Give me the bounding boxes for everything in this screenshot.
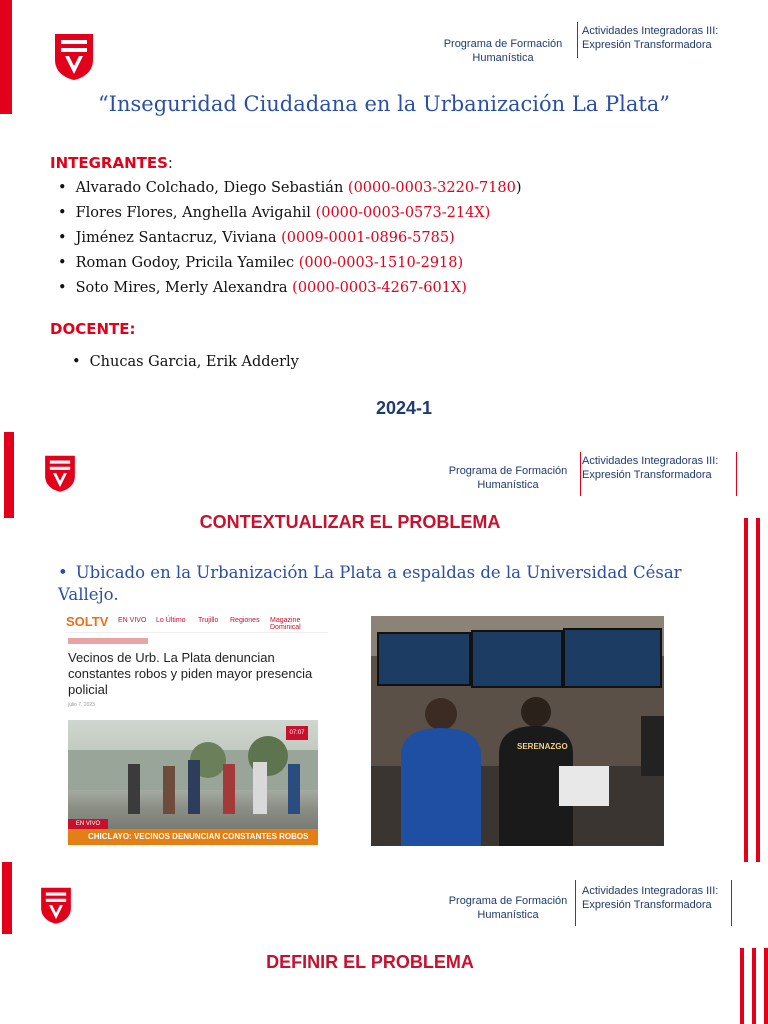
serenazgo-vest-label: SERENAZGO <box>517 742 568 751</box>
docente-item <box>72 350 299 375</box>
integrantes-label: INTEGRANTES <box>50 154 168 172</box>
news-nav-item: Trujillo <box>198 617 219 624</box>
integrantes-colon: : <box>167 154 173 172</box>
program-line-2: Humanística <box>477 479 539 491</box>
member-orcid: (0009-0001-0896-5785) <box>281 230 455 246</box>
surveillance-room-photo <box>371 616 664 846</box>
academic-year: 2024-1 <box>375 398 433 418</box>
news-nav-item: EN VIVO <box>118 617 147 624</box>
members-list <box>58 176 522 301</box>
news-clock: 07:07 <box>286 726 308 740</box>
program-line-2: Humanística <box>472 52 534 64</box>
news-tags <box>68 638 148 644</box>
member-orcid: (000-0003-1510-2918) <box>298 255 464 271</box>
left-red-bar <box>4 432 14 518</box>
operators-illustration <box>371 616 664 846</box>
header-divider <box>575 880 576 926</box>
program-label <box>443 894 573 922</box>
context-bullet: • Ubicado en la Urbanización La Plata a espaldas de la Universidad César Vallejo. <box>58 563 682 604</box>
member-item <box>58 251 522 276</box>
member-orcid: (0000-0003-0573-214X) <box>315 205 491 221</box>
header-divider <box>580 452 581 496</box>
news-nav-item: Lo Último <box>156 617 186 624</box>
program-line-1: Programa de Formación <box>448 895 568 907</box>
news-nav-bar <box>66 610 328 633</box>
right-red-stripe-1 <box>744 518 748 862</box>
activity-line-2: Expresión Transformadora <box>582 469 712 481</box>
program-line-1: Programa de Formación <box>448 465 568 477</box>
program-label <box>443 464 573 492</box>
news-video-frame <box>68 720 318 845</box>
news-headline: Vecinos de Urb. La Plata denuncian constantes robos y piden mayor presencia policial <box>68 650 313 697</box>
activity-label <box>582 24 718 52</box>
program-line-1: Programa de Formación <box>443 38 563 50</box>
slide-contextualizar <box>0 430 768 862</box>
left-red-bar <box>2 862 12 934</box>
university-shield-logo <box>38 884 74 926</box>
member-name: Flores Flores, Anghella Avigahil <box>75 205 316 221</box>
program-label <box>438 37 568 65</box>
program-line-2: Humanística <box>477 909 539 921</box>
right-red-stripe-1 <box>740 948 744 1024</box>
docente-list <box>72 350 299 375</box>
docente-name: Chucas Garcia, Erik Adderly <box>89 354 299 370</box>
activity-line-2: Expresión Transformadora <box>582 899 712 911</box>
member-item <box>58 176 522 201</box>
member-name: Alvarado Colchado, Diego Sebastián <box>75 180 348 196</box>
member-orcid: (0000-0003-3220-7180 <box>347 180 516 196</box>
activity-line-1: Actividades Integradoras III: <box>582 25 719 37</box>
header-divider-right <box>731 880 732 926</box>
activity-line-2: Expresión Transformadora <box>582 39 712 51</box>
integrantes-heading <box>50 154 173 172</box>
activity-label <box>582 884 718 912</box>
news-date: julio 7, 2023 <box>68 702 95 708</box>
section-title: CONTEXTUALIZAR EL PROBLEMA <box>199 512 501 532</box>
university-shield-logo <box>42 452 78 494</box>
news-nav-item: Magazine Dominical <box>270 617 301 631</box>
slide-cover <box>0 0 768 430</box>
member-item <box>58 201 522 226</box>
section-title: DEFINIR EL PROBLEMA <box>266 952 474 972</box>
right-red-stripe-2 <box>756 518 760 862</box>
header-divider-right <box>736 452 737 496</box>
news-article-image <box>66 610 328 845</box>
activity-label <box>582 454 718 482</box>
member-item <box>58 226 522 251</box>
university-shield-logo <box>51 30 97 82</box>
news-banner: CHICLAYO: VECINOS DENUNCIAN CONSTANTES ROBOS <box>68 829 318 845</box>
member-name: Jiménez Santacruz, Viviana <box>75 230 282 246</box>
context-bullet-text: Ubicado en la Urbanización La Plata a espaldas de la Universidad César Vallejo. <box>58 563 682 604</box>
news-logo: SOLTV <box>66 614 109 629</box>
member-name: Soto Mires, Merly Alexandra <box>75 280 293 296</box>
document-title: “Inseguridad Ciudadana en la Urbanización La Plata” <box>97 92 671 116</box>
member-item <box>58 276 522 301</box>
right-red-stripe-3 <box>764 948 768 1024</box>
docente-heading: DOCENTE: <box>50 320 136 338</box>
member-name: Roman Godoy, Pricila Yamilec <box>75 255 299 271</box>
member-tail: ) <box>515 180 522 196</box>
right-red-stripe-2 <box>752 948 756 1024</box>
header-divider <box>577 22 578 58</box>
news-nav-item: Regiones <box>230 617 260 624</box>
slide-definir <box>0 862 768 1024</box>
news-live-tag: EN VIVO <box>68 819 108 829</box>
activity-line-1: Actividades Integradoras III: <box>582 455 719 467</box>
activity-line-1: Actividades Integradoras III: <box>582 885 719 897</box>
member-orcid: (0000-0003-4267-601X) <box>292 280 467 296</box>
